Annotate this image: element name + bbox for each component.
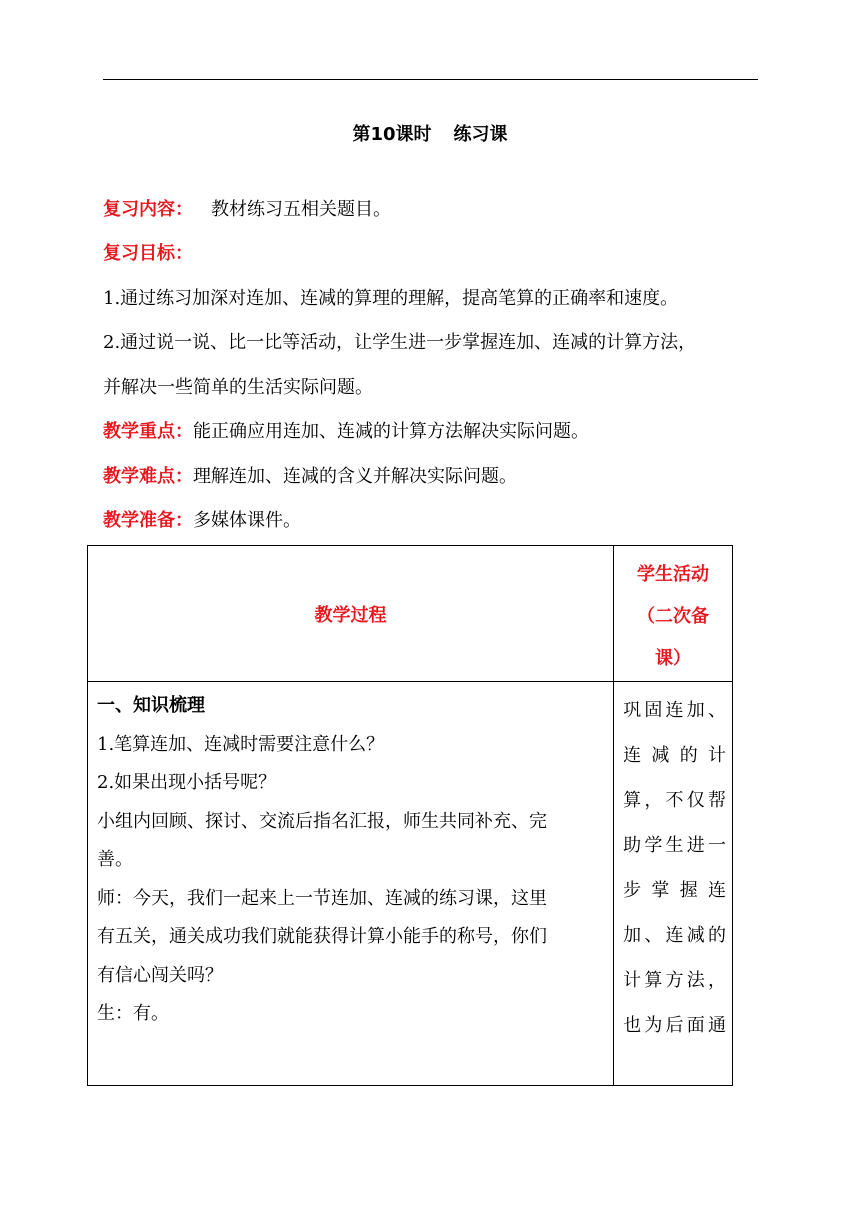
activity-line: 连减的计 [623,745,726,766]
review-content-text: 教材练习五相关题目。 [211,199,391,220]
lesson-title [0,120,860,146]
review-goals-line [103,240,193,268]
review-content-line [103,196,391,224]
process-line: 有信心闯关吗？ [97,964,223,986]
activity-cell [614,682,733,1086]
review-goal-2b: 并解决一些简单的生活实际问题。 [103,377,373,398]
table-header-row [88,546,733,682]
process-line: 师：今天，我们一起来上一节连加、连减的练习课，这里 [97,887,547,909]
difficulty-label: 教学难点： [103,466,193,487]
review-goals-label: 复习目标： [103,243,193,264]
header-activity-line: 课） [655,648,692,669]
preparation-line [103,507,301,535]
activity-line: 也为后面通 [623,1015,726,1036]
key-point-text: 能正确应用连加、连减的计算方法解决实际问题。 [193,421,589,442]
header-process-label: 教学过程 [314,604,387,626]
difficulty-text: 理解连加、连减的含义并解决实际问题。 [193,466,517,487]
activity-line: 巩固连加、 [623,700,726,721]
process-line: 生：有。 [97,1003,169,1024]
process-line: 善。 [97,849,133,870]
section-heading: 一、知识梳理 [97,695,205,716]
key-point-label: 教学重点： [103,421,193,442]
activity-line: 加、连减的 [623,925,726,946]
title-lesson-type: 练习课 [453,124,508,145]
difficulty-line [103,463,517,491]
process-line: 小组内回顾、探讨、交流后指名汇报，师生共同补充、完 [97,810,547,832]
process-line: 2.如果出现小括号呢？ [97,772,277,793]
activity-line: 步掌握连 [623,880,726,901]
activity-line: 算，不仅帮 [623,790,726,811]
process-cell [88,682,614,1086]
activity-line: 计算方法， [623,970,726,991]
header-cell-activity [614,546,733,682]
process-line: 有五关，通关成功我们就能获得计算小能手的称号，你们 [97,926,547,947]
review-goal-2a: 2.通过说一说、比一比等活动，让学生进一步掌握连加、连减的计算方法， [103,332,697,353]
table-body-row [88,682,733,1086]
review-goal-1: 1.通过练习加深对连加、连减的算理的理解，提高笔算的正确率和速度。 [103,288,679,309]
header-cell-process [88,546,614,682]
review-content-label: 复习内容： [103,199,193,220]
preparation-label: 教学准备： [103,510,193,531]
process-line: 1.笔算连加、连减时需要注意什么？ [97,733,385,755]
teaching-process-table [87,545,733,1086]
title-lesson-number: 第10课时 [352,124,432,145]
preparation-text: 多媒体课件。 [193,510,301,531]
key-point-line [103,418,589,446]
activity-line: 助学生进一 [623,835,726,856]
header-activity-line: （二次备 [637,606,710,627]
header-activity-line: 学生活动 [637,564,710,585]
header-rule [103,79,758,80]
